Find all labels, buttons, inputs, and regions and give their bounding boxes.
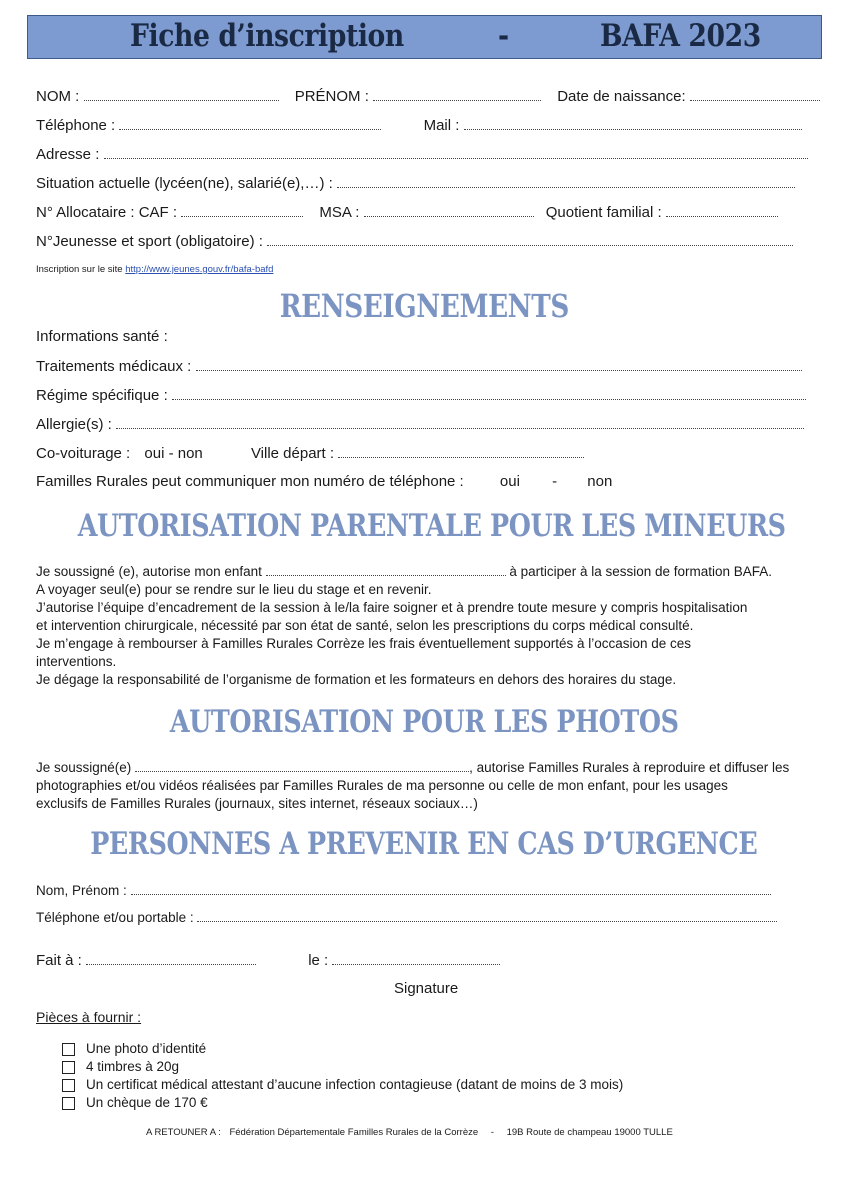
regime-field[interactable]	[172, 386, 806, 400]
situation-field[interactable]	[337, 174, 795, 188]
adresse-label: Adresse :	[36, 146, 100, 163]
allergies-label: Allergie(s) :	[36, 416, 112, 433]
row-urgence-telephone	[36, 909, 777, 927]
fait-label: Fait à :	[36, 952, 82, 969]
parental-line-4: et intervention chirurgicale, nécessité par son état de santé, selon les prescriptions du corps médical consulté.	[36, 618, 694, 633]
photos-line-1: Je soussigné(e) , autorise Familles Rurales à reproduire et diffuser les	[36, 760, 790, 775]
row-inscription	[36, 261, 273, 279]
sante-label: Informations santé :	[36, 328, 168, 345]
parental-line-3: J’autorise l’équipe d’encadrement de la session à le/la faire soigner et à prendre toute mesure y compris hospitalisation	[36, 600, 748, 615]
heading-autorisation-photos: AUTORISATION POUR LES PHOTOS	[169, 704, 679, 740]
footer	[146, 1124, 673, 1142]
mail-label: Mail :	[423, 117, 460, 134]
msa-label: MSA :	[319, 204, 360, 221]
row-regime	[36, 386, 806, 405]
partage-dash: -	[552, 473, 558, 490]
row-jeunesse	[36, 232, 793, 251]
urgence-telephone-label: Téléphone et/ou portable :	[36, 910, 194, 925]
photos-name-field[interactable]	[135, 760, 469, 772]
row-fait	[36, 951, 500, 970]
row-identity	[36, 87, 820, 106]
allocataire-label: N° Allocataire :	[36, 204, 135, 221]
piece-checkbox[interactable]	[62, 1097, 75, 1110]
parental-line-7: Je dégage la responsabilité de l’organisme de formation et les formateurs en dehors des horaires du stage.	[36, 672, 677, 687]
parental-line-5: Je m’engage à rembourser à Familles Rurales Corrèze les frais éventuellement supportés à l’occasion de ces	[36, 636, 692, 651]
pieces-title: Pièces à fournir :	[36, 1009, 142, 1025]
caf-field[interactable]	[181, 203, 303, 217]
quotient-field[interactable]	[666, 203, 778, 217]
piece-checkbox[interactable]	[62, 1043, 75, 1056]
inscription-text: Inscription sur le site	[36, 264, 123, 275]
row-traitements	[36, 357, 802, 376]
le-field[interactable]	[332, 951, 500, 965]
heading-urgence: PERSONNES A PREVENIR EN CAS D’URGENCE	[90, 826, 758, 862]
piece-item: Une photo d’identité	[62, 1040, 206, 1058]
naissance-field[interactable]	[690, 87, 820, 101]
footer-retour: A RETOUNER A :	[146, 1127, 221, 1138]
urgence-nom-field[interactable]	[131, 883, 771, 895]
telephone-partage-label: Familles Rurales peut communiquer mon numéro de téléphone :	[36, 473, 464, 490]
adresse-field[interactable]	[104, 145, 808, 159]
footer-adresse: 19B Route de champeau 19000 TULLE	[506, 1127, 673, 1138]
caf-label: CAF :	[138, 204, 178, 221]
heading-autorisation-parentale: AUTORISATION PARENTALE POUR LES MINEURS	[77, 508, 786, 544]
situation-label: Situation actuelle (lycéen(ne), salarié(e),…) :	[36, 175, 333, 192]
row-urgence-nom	[36, 882, 771, 900]
form-title: Fiche d’inscription	[130, 18, 404, 54]
row-telephone-partage	[36, 473, 612, 491]
traitements-label: Traitements médicaux :	[36, 358, 192, 375]
regime-label: Régime spécifique :	[36, 387, 168, 404]
piece-item: 4 timbres à 20g	[62, 1058, 179, 1076]
footer-federation: Fédération Départementale Familles Rurales de la Corrèze	[229, 1127, 479, 1138]
row-sante	[36, 328, 168, 346]
title-banner	[27, 15, 822, 59]
photos-line-3: exclusifs de Familles Rurales (journaux, sites internet, réseaux sociaux…)	[36, 796, 478, 811]
traitements-field[interactable]	[196, 357, 802, 371]
parental-line-6: interventions.	[36, 654, 117, 669]
telephone-label: Téléphone :	[36, 117, 116, 134]
heading-renseignements: RENSEIGNEMENTS	[279, 287, 569, 325]
fait-field[interactable]	[86, 951, 256, 965]
piece-item: Un certificat médical attestant d’aucune infection contagieuse (datant de moins de 3 mois)	[62, 1076, 623, 1094]
parental-line-2: A voyager seul(e) pour se rendre sur le lieu du stage et en revenir.	[36, 582, 432, 597]
telephone-field[interactable]	[119, 116, 381, 130]
form-edition: BAFA 2023	[600, 18, 761, 54]
naissance-label: Date de naissance:	[557, 88, 686, 105]
enfant-field[interactable]	[266, 564, 506, 576]
row-covoiturage	[36, 444, 584, 463]
covoiturage-label: Co-voiturage :	[36, 445, 131, 462]
nom-field[interactable]	[84, 87, 279, 101]
quotient-label: Quotient familial :	[545, 204, 662, 221]
partage-oui[interactable]: oui	[499, 473, 520, 490]
row-allergies	[36, 415, 804, 434]
jeunesse-label: N°Jeunesse et sport (obligatoire) :	[36, 233, 263, 250]
prenom-field[interactable]	[373, 87, 541, 101]
inscription-link[interactable]: http://www.jeunes.gouv.fr/bafa-bafd	[125, 264, 274, 275]
allergies-field[interactable]	[116, 415, 804, 429]
jeunesse-field[interactable]	[267, 232, 793, 246]
le-label: le :	[308, 952, 329, 969]
partage-non[interactable]: non	[587, 473, 613, 490]
piece-checkbox[interactable]	[62, 1079, 75, 1092]
covoiturage-choice[interactable]: oui - non	[144, 445, 203, 462]
signature-label: Signature	[394, 980, 459, 997]
msa-field[interactable]	[364, 203, 534, 217]
piece-checkbox[interactable]	[62, 1061, 75, 1074]
title-separator: -	[498, 18, 509, 54]
prenom-label: PRÉNOM :	[294, 88, 369, 105]
row-situation	[36, 174, 795, 193]
footer-dash: -	[490, 1127, 494, 1138]
nom-label: NOM :	[36, 88, 80, 105]
ville-field[interactable]	[338, 444, 584, 458]
ville-label: Ville départ :	[250, 445, 335, 462]
row-allocataire	[36, 203, 778, 222]
row-adresse	[36, 145, 808, 164]
row-contact	[36, 116, 802, 135]
photos-line-2: photographies et/ou vidéos réalisées par Familles Rurales de ma personne ou celle de mon enfant, pour les usages	[36, 778, 728, 793]
urgence-nom-label: Nom, Prénom :	[36, 883, 127, 898]
mail-field[interactable]	[464, 116, 802, 130]
urgence-telephone-field[interactable]	[197, 910, 777, 922]
piece-item: Un chèque de 170 €	[62, 1094, 208, 1112]
parental-line-1: Je soussigné (e), autorise mon enfant à participer à la session de formation BAFA.	[36, 564, 773, 579]
